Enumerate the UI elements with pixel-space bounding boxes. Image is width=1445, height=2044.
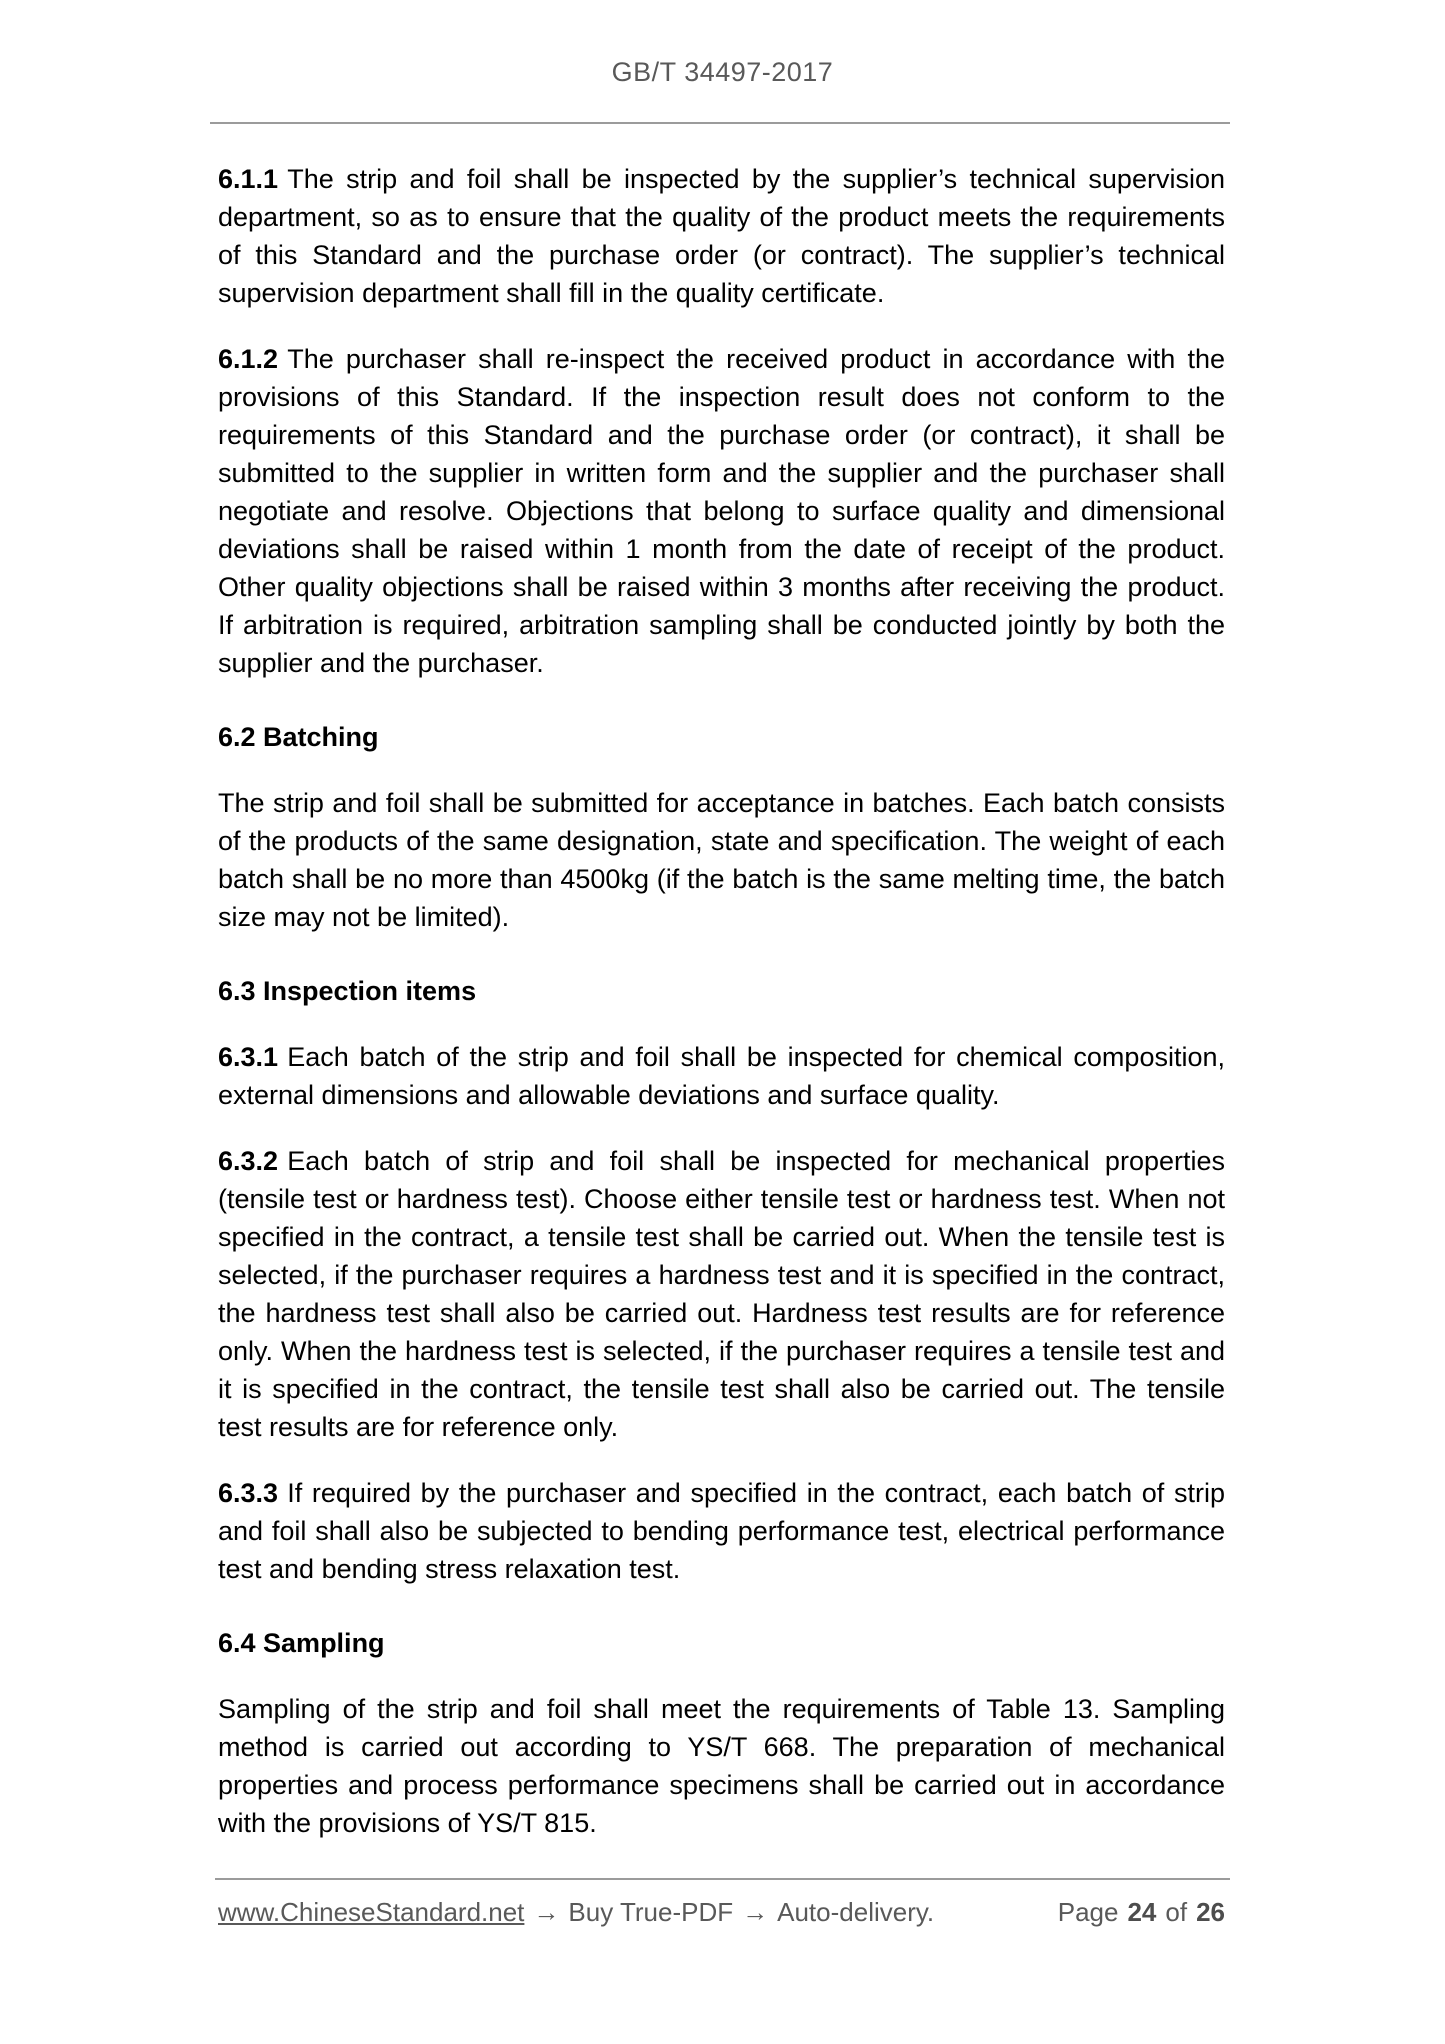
standard-number-title: GB/T 34497-2017 [611,57,834,87]
page-footer [215,1878,1230,1928]
footer-delivery-text: Auto-delivery. [777,1897,935,1927]
paragraph-sampling: Sampling of the strip and foil shall meet the requirements of Table 13. Sampling method is carried out according to YS/T 668. The preparation of mechanical properties and process performance specimens shall be carried out in accordance with the provisions of YS/T 815. [218,1694,1225,1838]
footer-promo [215,1897,934,1928]
clause-6-3-1 [218,1038,1225,1114]
heading-inspection-items: 6.3 Inspection items [218,976,477,1006]
clause-6-1-2-text: The purchaser shall re-inspect the received product in accordance with the provisions of this Standard. If the inspection result does not conform to the requirements of this Standard and the purchase order (or contract), it shall be submitted to the supplier in written form and the supplier and the purchaser shall negotiate and resolve. Objections that belong to surface quality and dimensional deviations shall be raised within 1 month from the date of receipt of the product. Other quality objections shall be raised within 3 months after receiving the product. If arbitration is required, arbitration sampling shall be conducted jointly by both the supplier and the purchaser. [218,344,1225,678]
clause-6-3-1-text: Each batch of the strip and foil shall be inspected for chemical composition, external dimensions and allowable deviations and surface quality. [218,1042,1225,1110]
heading-sampling: 6.4 Sampling [218,1628,385,1658]
clause-6-1-1 [218,160,1225,312]
clause-6-1-1-number: 6.1.1 [218,164,279,194]
page-label: Page [1057,1897,1119,1927]
clause-6-1-2-number: 6.1.2 [218,344,279,374]
page-indicator [1058,1897,1230,1928]
arrow-right-icon: → [742,1897,769,1927]
heading-batching: 6.2 Batching [218,722,379,752]
clause-6-3-3-number: 6.3.3 [218,1478,279,1508]
document-body [218,160,1225,1842]
page-total-number: 26 [1196,1897,1225,1927]
clause-6-3-1-number: 6.3.1 [218,1042,279,1072]
website-link[interactable]: www.ChineseStandard.net [218,1897,525,1927]
clause-6-3-3-text: If required by the purchaser and specified in the contract, each batch of strip and foil shall also be subjected to bending performance test, electrical performance test and bending stress relaxation test. [218,1478,1225,1584]
paragraph-batching: The strip and foil shall be submitted for acceptance in batches. Each batch consists of the products of the same designation, state and specification. The weight of each batch shall be no more than 4500kg (if the batch is the same melting time, the batch size may not be limited). [218,788,1225,932]
clause-6-3-3 [218,1474,1225,1588]
arrow-right-icon: → [533,1897,560,1927]
clause-6-3-2-number: 6.3.2 [218,1146,279,1176]
clause-6-3-2-text: Each batch of strip and foil shall be inspected for mechanical properties (tensile test or hardness test). Choose either tensile test or hardness test. When not specified in the contract, a tensile test shall be carried out. When the tensile test is selected, if the purchaser requires a hardness test and it is specified in the contract, the hardness test shall also be carried out. Hardness test results are for reference only. When the hardness test is selected, if the purchaser requires a tensile test and it is specified in the contract, the tensile test shall also be carried out. The tensile test results are for reference only. [218,1146,1225,1442]
clause-6-1-1-text: The strip and foil shall be inspected by the supplier’s technical supervision department, so as to ensure that the quality of the product meets the requirements of this Standard and the purchase order (or contract). The supplier’s technical supervision department shall fill in the quality certificate. [218,164,1225,308]
page-header [0,0,1445,124]
clause-6-3-2 [218,1142,1225,1446]
header-divider [210,122,1230,124]
page-of-label: of [1165,1897,1188,1927]
clause-6-1-2 [218,340,1225,682]
page-current-number: 24 [1127,1897,1157,1927]
footer-buy-text: Buy True-PDF [568,1897,734,1927]
